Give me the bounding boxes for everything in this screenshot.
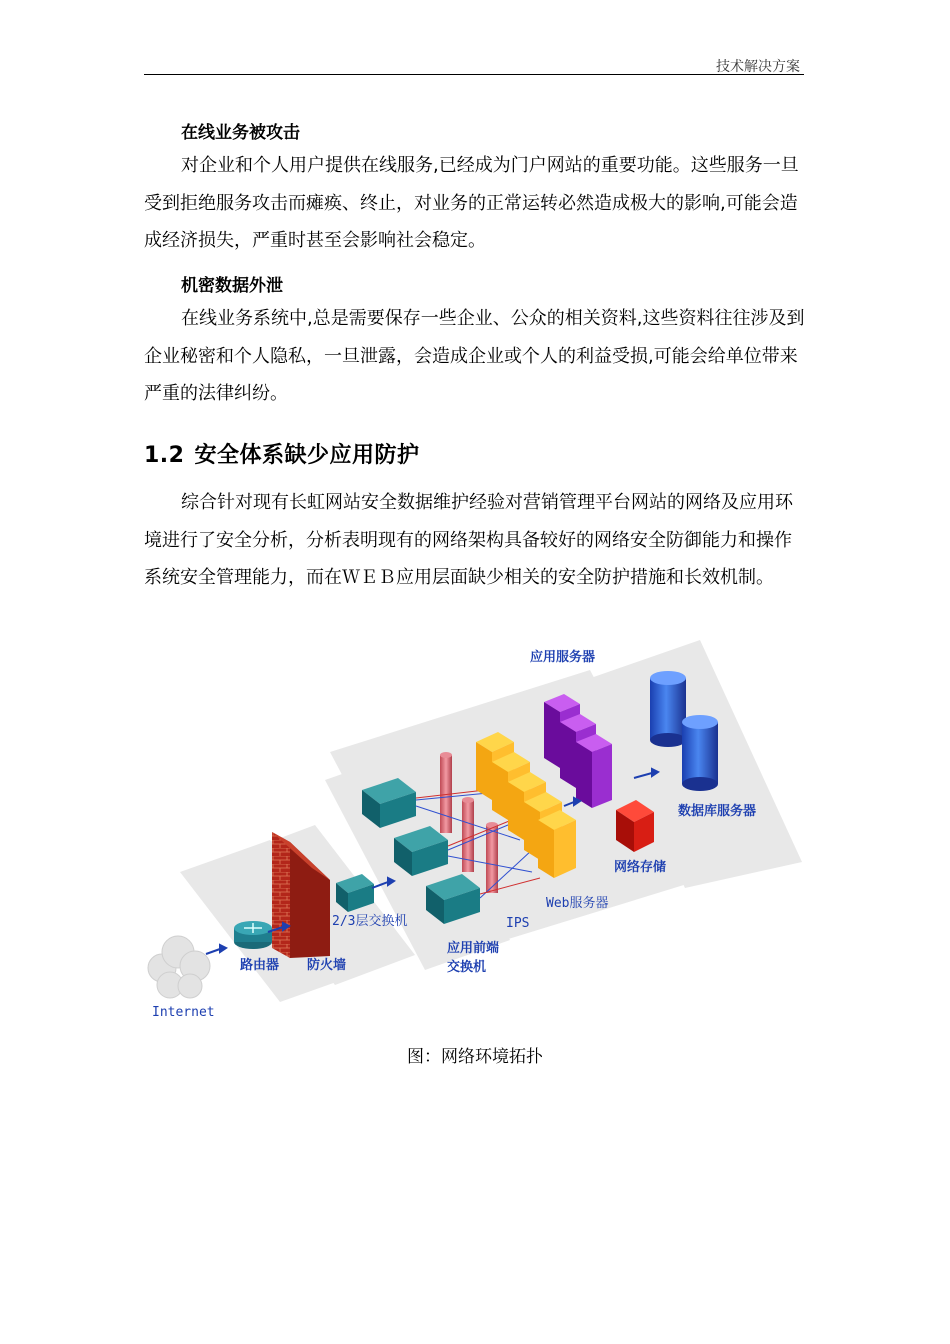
- section-number: 1.2: [144, 443, 185, 468]
- header-title: 技术解决方案: [716, 59, 800, 75]
- ips-label: IPS: [506, 916, 530, 931]
- section-title: 安全体系缺少应用防护: [194, 443, 420, 468]
- network-topology-figure: [140, 640, 820, 1030]
- internet-label: Internet: [152, 1005, 215, 1020]
- router-icon: [234, 921, 272, 949]
- db-servers-label: 数据库服务器: [678, 804, 757, 819]
- frontend-switch-label-line1: 应用前端: [447, 941, 500, 956]
- firewall-label: 防火墙: [307, 958, 347, 973]
- online-attack-heading: 在线业务被攻击: [181, 123, 300, 143]
- data-leak-heading: 机密数据外泄: [181, 276, 283, 296]
- web-servers-label: Web服务器: [546, 896, 609, 911]
- l23-switch-label: 2/3层交换机: [332, 914, 408, 929]
- network-storage-label: 网络存储: [614, 860, 667, 875]
- section-paragraph: 综合针对现有长虹网站安全数据维护经验对营销管理平台网站的网络及应用环境进行了安全分析，分析表明现有的网络架构具备较好的网络安全防御能力和操作系统安全管理能力，而在ＷＥＢ应用层面缺少相关的安全防护措施和长效机制。: [144, 492, 793, 588]
- data-leak-paragraph: 在线业务系统中,总是需要保存一些企业、公众的相关资料,这些资料往往涉及到企业秘密和个人隐私，一旦泄露，会造成企业或个人的利益受损,可能会给单位带来严重的法律纠纷。: [144, 308, 805, 404]
- frontend-switch-label-line2: 交换机: [447, 960, 487, 975]
- internet-cloud-icon: [148, 936, 210, 998]
- app-servers-label: 应用服务器: [530, 650, 596, 665]
- section-heading: [144, 438, 420, 469]
- header-rule: [144, 74, 804, 75]
- router-label: 路由器: [240, 958, 280, 973]
- online-attack-paragraph: 对企业和个人用户提供在线服务,已经成为门户网站的重要功能。这些服务一旦受到拒绝服务攻击而瘫痪、终止，对业务的正常运转必然造成极大的影响,可能会造成经济损失，严重时甚至会影响社会稳定。: [144, 155, 799, 251]
- figure-caption: 图：网络环境拓扑: [407, 1047, 543, 1067]
